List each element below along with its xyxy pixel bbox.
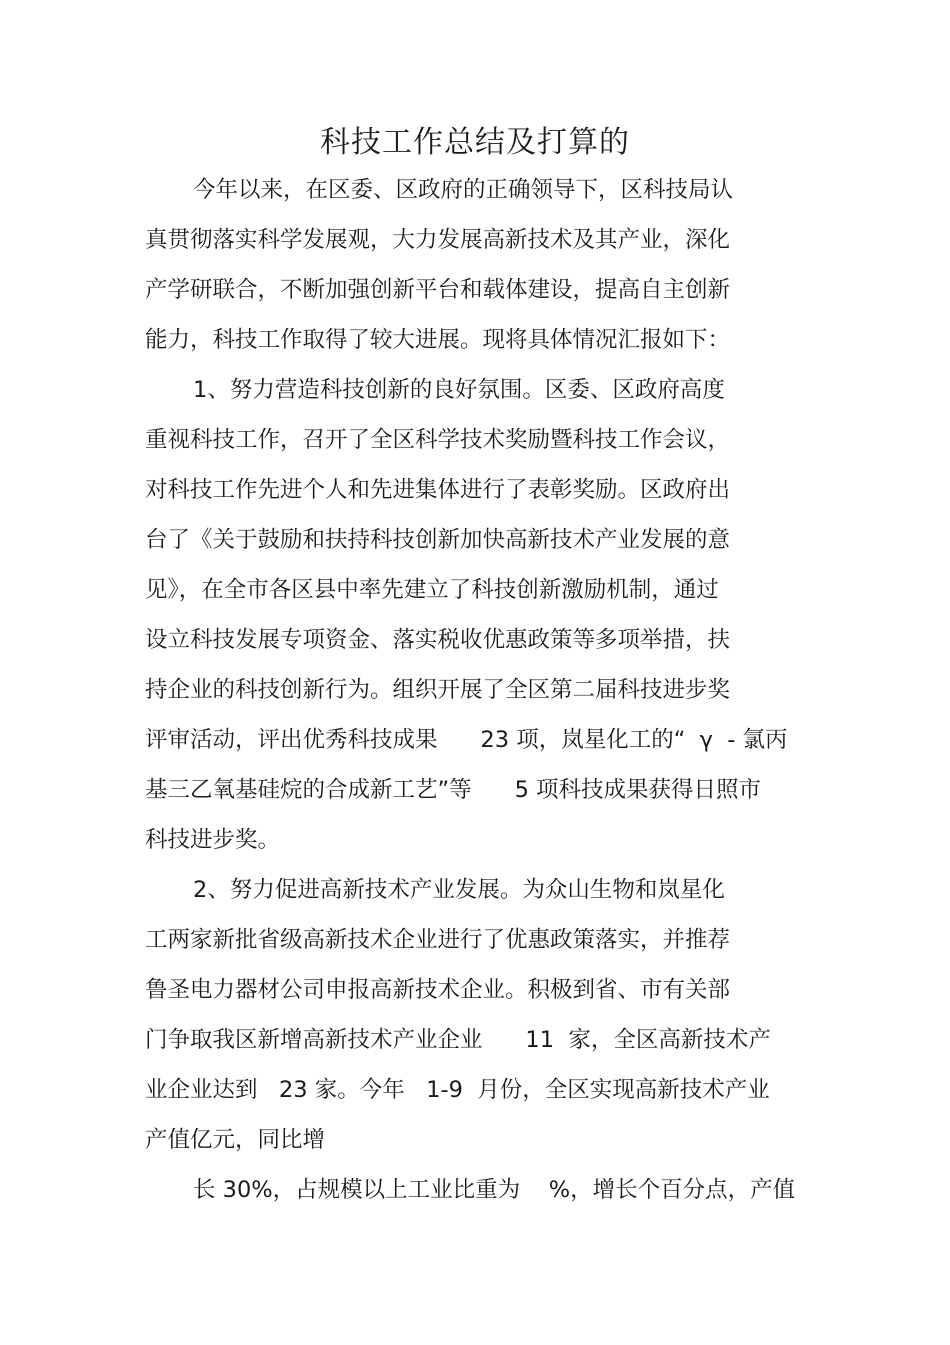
body-line: 见》，在全市各区县中率先建立了科技创新激励机制，通过 <box>145 577 719 603</box>
body-line: 设立科技发展专项资金、落实税收优惠政策等多项举措，扶 <box>145 627 731 653</box>
body-line: 科技进步奖。 <box>145 827 281 853</box>
document-title: 科技工作总结及打算的 <box>320 125 630 160</box>
body-line: 业企业达到 23 家。今年 1-9 月份，全区实现高新技术产业 <box>145 1077 770 1103</box>
body-line: 能力，科技工作取得了较大进展。现将具体情况汇报如下： <box>145 327 731 353</box>
body-line: 产值亿元，同比增 <box>145 1127 326 1153</box>
body-line: 持企业的科技创新行为。组织开展了全区第二届科技进步奖 <box>145 677 731 703</box>
body-line: 重视科技工作，召开了全区科学技术奖励暨科技工作会议， <box>145 427 731 453</box>
body-line: 产学研联合，不断加强创新平台和载体建设，提高自主创新 <box>145 277 731 303</box>
body-line: 评审活动，评出优秀科技成果 23 项，岚星化工的“ γ - 氯丙 <box>145 727 788 753</box>
body-line: 长 30%，占规模以上工业比重为 %，增长个百分点，产值 <box>193 1177 796 1203</box>
body-line: 工两家新批省级高新技术企业进行了优惠政策落实，并推荐 <box>145 927 731 953</box>
body-line: 门争取我区新增高新技术产业企业 11 家，全区高新技术产 <box>145 1027 771 1053</box>
body-line: 今年以来，在区委、区政府的正确领导下，区科技局认 <box>193 177 734 203</box>
body-line: 对科技工作先进个人和先进集体进行了表彰奖励。区政府出 <box>145 477 731 503</box>
body-line: 2、努力促进高新技术产业发展。为众山生物和岚星化 <box>193 877 725 903</box>
body-line: 台了《关于鼓励和扶持科技创新加快高新技术产业发展的意 <box>145 527 731 553</box>
body-line: 1、努力营造科技创新的良好氛围。区委、区政府高度 <box>193 377 725 403</box>
body-line: 基三乙氧基硅烷的合成新工艺”等 5 项科技成果获得日照市 <box>145 777 762 803</box>
body-line: 鲁圣电力器材公司申报高新技术企业。积极到省、市有关部 <box>145 977 731 1003</box>
body-line: 真贯彻落实科学发展观，大力发展高新技术及其产业，深化 <box>145 227 731 253</box>
